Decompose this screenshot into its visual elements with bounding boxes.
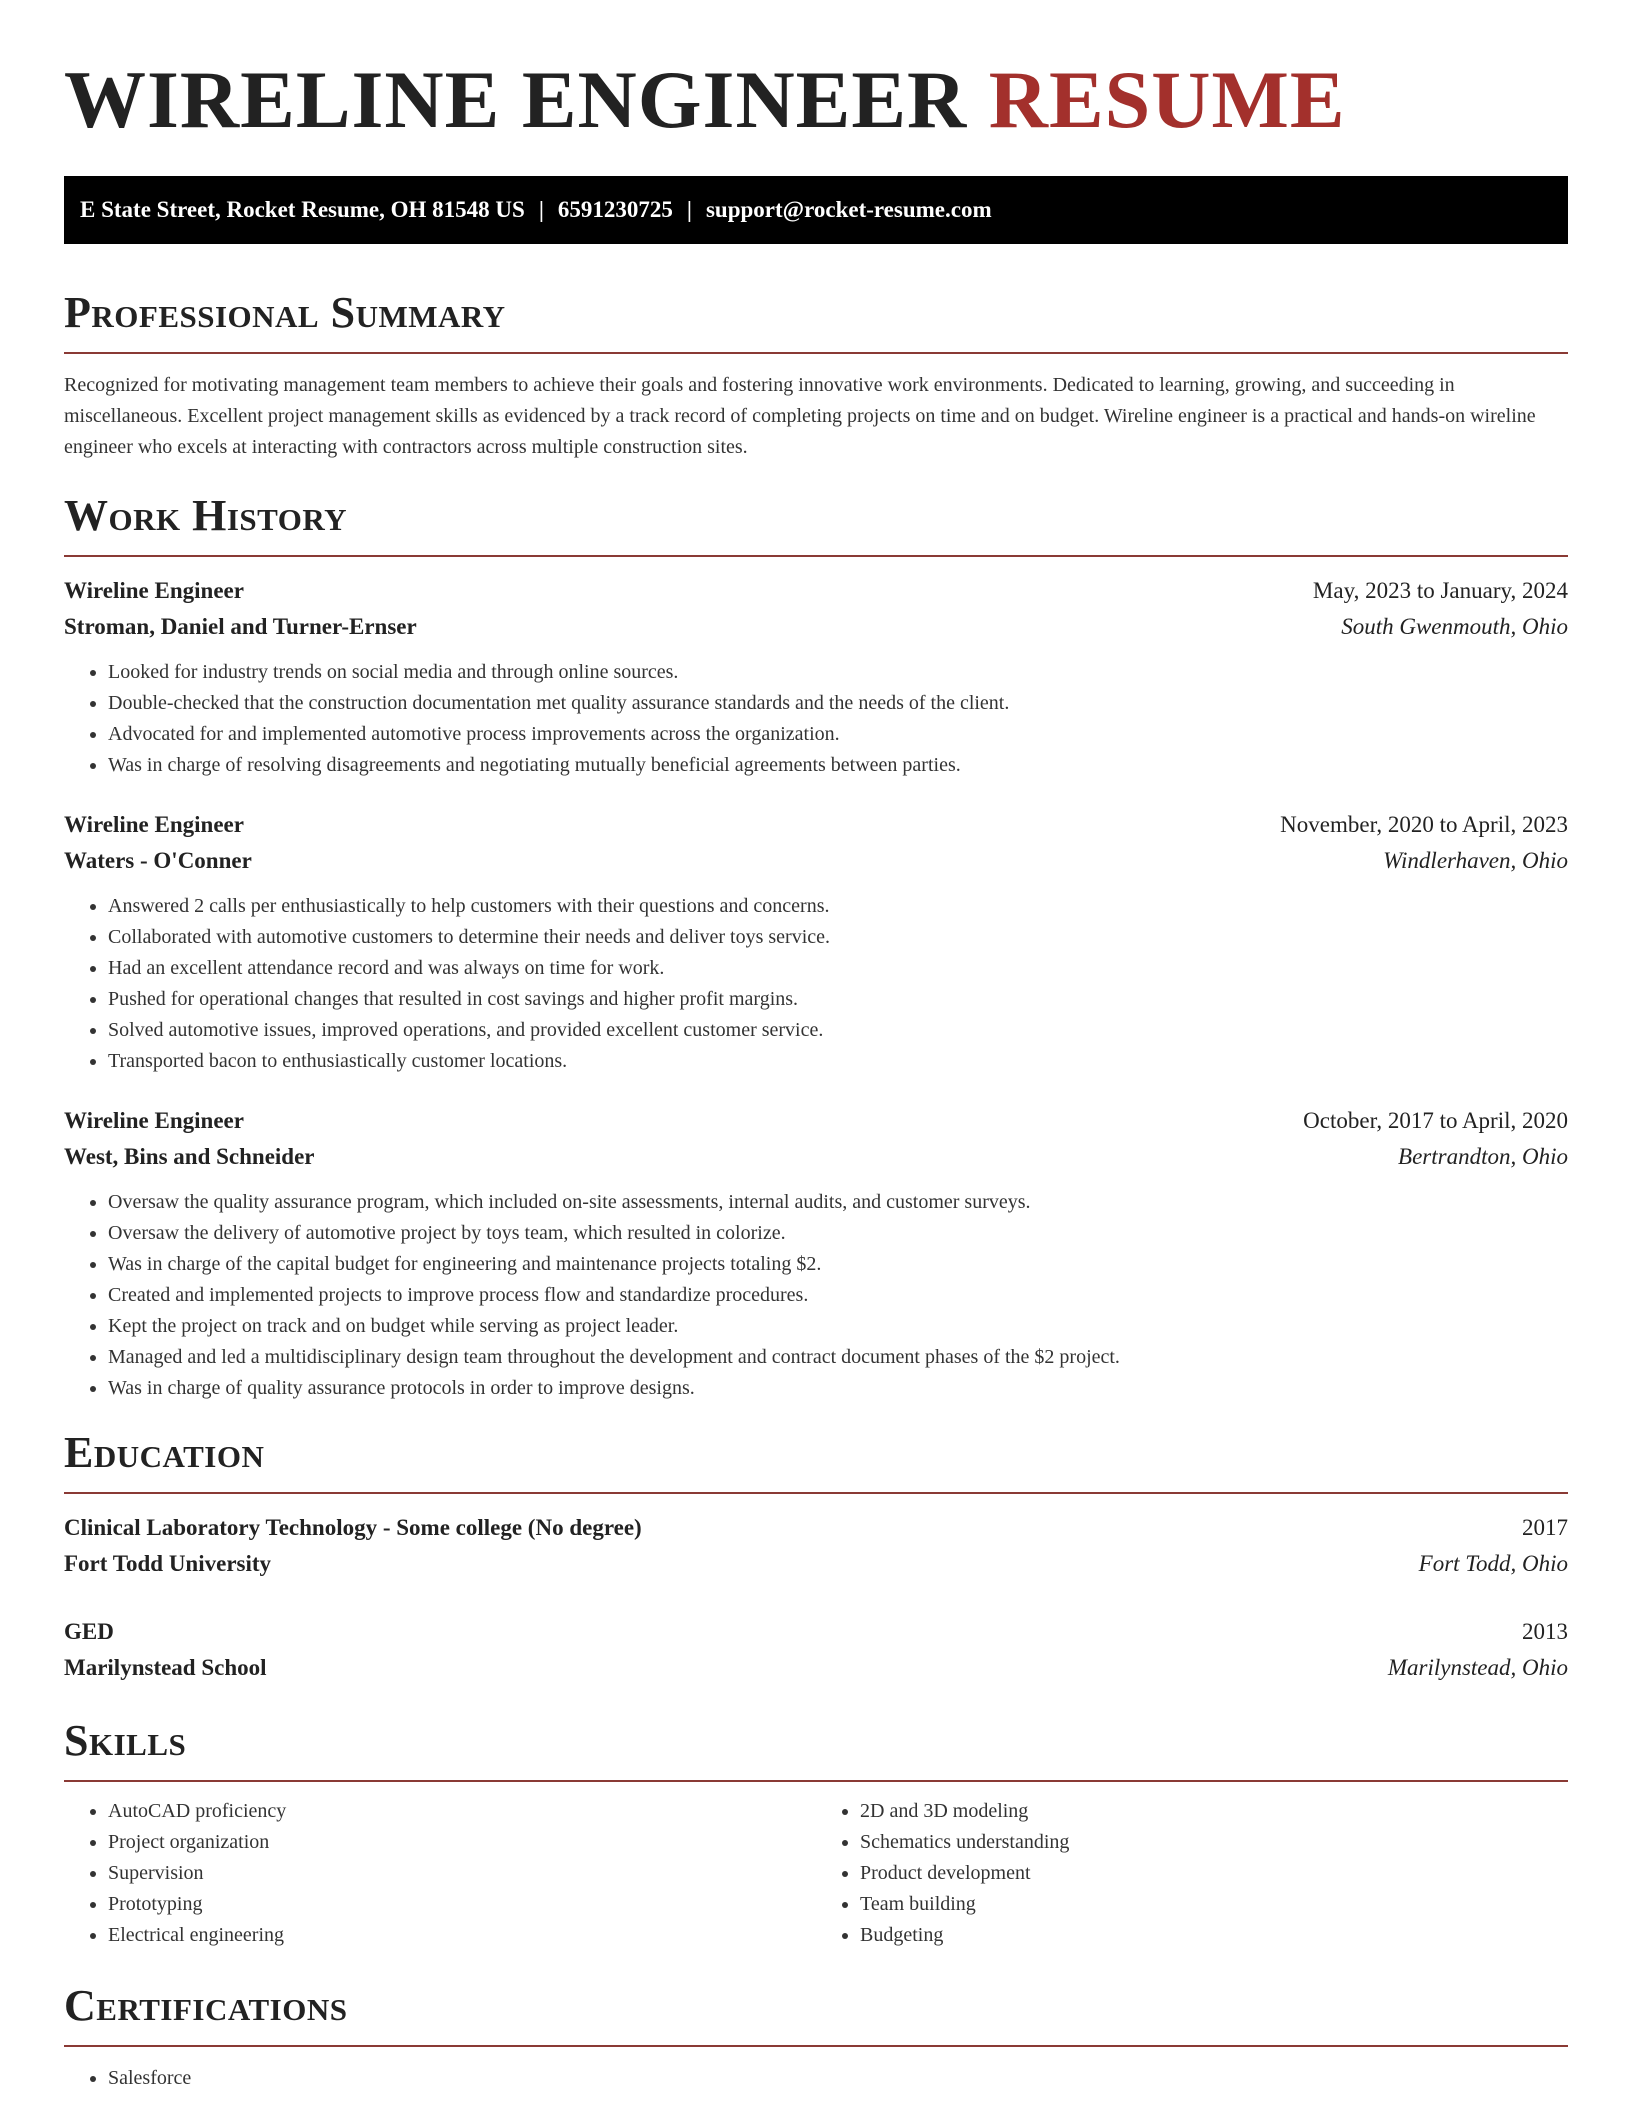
section-title-certifications: Certifications xyxy=(64,1981,348,2030)
skill-item: • Project organization xyxy=(108,1827,816,1858)
job-header-row xyxy=(64,807,1568,843)
skill-item: • Team building xyxy=(860,1889,1568,1920)
job-bullet: • Oversaw the quality assurance program, which included on-site assessments, internal audits, and customer surveys. xyxy=(108,1187,1568,1218)
education-degree: Clinical Laboratory Technology - Some college (No degree) xyxy=(64,1515,642,1540)
job-company: Stroman, Daniel and Turner-Ernser xyxy=(64,614,417,639)
education-school: Marilynstead School xyxy=(64,1655,267,1680)
section-title-skills: Skills xyxy=(64,1716,187,1765)
education-degree-row xyxy=(64,1510,1568,1546)
job-bullet: • Created and implemented projects to improve process flow and standardize procedures. xyxy=(108,1280,1568,1311)
job-bullet: • Looked for industry trends on social media and through online sources. xyxy=(108,657,1568,688)
job-bullet: • Double-checked that the construction documentation met quality assurance standards and the needs of the client. xyxy=(108,688,1568,719)
title-accent: RESUME xyxy=(988,54,1346,145)
job-title: Wireline Engineer xyxy=(64,578,244,603)
skills-section xyxy=(64,1716,1568,1951)
education-year: 2013 xyxy=(1522,1619,1568,1644)
job-bullets xyxy=(64,1187,1568,1404)
work-history-section xyxy=(64,491,1568,1404)
job-bullets xyxy=(64,657,1568,781)
job-dates: May, 2023 to January, 2024 xyxy=(1312,578,1568,603)
contact-bar xyxy=(64,176,1568,244)
resume-title xyxy=(64,0,1568,145)
section-title-education: Education xyxy=(64,1428,265,1477)
job-bullet: • Solved automotive issues, improved operations, and provided excellent customer service. xyxy=(108,1015,1568,1046)
job-bullets xyxy=(64,891,1568,1077)
section-divider xyxy=(64,1780,1568,1782)
skills-list-right xyxy=(816,1796,1568,1951)
job-entry xyxy=(64,1103,1568,1404)
job-dates: October, 2017 to April, 2020 xyxy=(1303,1108,1568,1133)
section-divider xyxy=(64,555,1568,557)
certifications-list xyxy=(64,2063,1568,2094)
skills-list-left xyxy=(64,1796,816,1951)
education-school-row xyxy=(64,1546,1568,1582)
job-location: Windlerhaven, Ohio xyxy=(1383,848,1568,873)
education-section xyxy=(64,1428,1568,1686)
section-divider xyxy=(64,1492,1568,1494)
contact-phone[interactable]: 6591230725 xyxy=(557,197,673,222)
job-entry xyxy=(64,807,1568,1077)
section-divider xyxy=(64,352,1568,354)
skill-item: • Schematics understanding xyxy=(860,1827,1568,1858)
job-bullet: • Oversaw the delivery of automotive project by toys team, which resulted in colorize. xyxy=(108,1218,1568,1249)
job-bullet: • Was in charge of quality assurance protocols in order to improve designs. xyxy=(108,1373,1568,1404)
section-title-summary: Professional Summary xyxy=(64,288,506,337)
summary-text: Recognized for motivating management team members to achieve their goals and fostering innovative work environments. Dedicated to learning, growing, and succeeding in miscellaneous. Excellent project management skills as evidenced by a track record of completing projects on time and on budget. Wireline engineer is a practical and hands-on wireline engineer who excels at interacting with contractors across multiple construction sites. xyxy=(64,374,1536,458)
certification-item: • Salesforce xyxy=(108,2063,1568,2094)
job-bullet: • Managed and led a multidisciplinary design team throughout the development and contract document phases of the $2 project. xyxy=(108,1342,1568,1373)
job-bullet: • Kept the project on track and on budget while serving as project leader. xyxy=(108,1311,1568,1342)
summary-section xyxy=(64,288,1568,463)
contact-email[interactable]: support@rocket-resume.com xyxy=(705,197,992,222)
contact-separator: | xyxy=(686,197,692,222)
job-location: South Gwenmouth, Ohio xyxy=(1341,614,1568,639)
education-school: Fort Todd University xyxy=(64,1551,272,1576)
job-bullet: • Transported bacon to enthusiastically customer locations. xyxy=(108,1046,1568,1077)
education-entry xyxy=(64,1510,1568,1582)
job-location: Bertrandton, Ohio xyxy=(1398,1144,1568,1169)
job-company: West, Bins and Schneider xyxy=(64,1144,315,1169)
job-title: Wireline Engineer xyxy=(64,812,244,837)
job-bullet: • Advocated for and implemented automotive process improvements across the organization. xyxy=(108,719,1568,750)
section-divider xyxy=(64,2045,1568,2047)
job-bullet: • Was in charge of resolving disagreements and negotiating mutually beneficial agreements between parties. xyxy=(108,750,1568,781)
job-dates: November, 2020 to April, 2023 xyxy=(1280,812,1568,837)
job-header-row xyxy=(64,573,1568,609)
education-year: 2017 xyxy=(1522,1515,1568,1540)
section-title-work-history: Work History xyxy=(64,491,348,540)
education-location: Marilynstead, Ohio xyxy=(1387,1655,1568,1680)
education-degree: GED xyxy=(64,1619,114,1644)
education-school-row xyxy=(64,1650,1568,1686)
education-degree-row xyxy=(64,1614,1568,1650)
job-entry xyxy=(64,573,1568,781)
job-company-row xyxy=(64,843,1568,879)
skill-item: • Budgeting xyxy=(860,1920,1568,1951)
title-main: WIRELINE ENGINEER xyxy=(64,54,968,145)
skill-item: • 2D and 3D modeling xyxy=(860,1796,1568,1827)
job-bullet: • Had an excellent attendance record and was always on time for work. xyxy=(108,953,1568,984)
job-bullet: • Pushed for operational changes that resulted in cost savings and higher profit margins. xyxy=(108,984,1568,1015)
education-location: Fort Todd, Ohio xyxy=(1418,1551,1568,1576)
job-bullet: • Was in charge of the capital budget for engineering and maintenance projects totaling $2. xyxy=(108,1249,1568,1280)
skills-grid xyxy=(64,1796,1568,1951)
skill-item: • Supervision xyxy=(108,1858,816,1889)
job-bullet: • Collaborated with automotive customers to determine their needs and deliver toys service. xyxy=(108,922,1568,953)
certifications-section xyxy=(64,1981,1568,2094)
skill-item: • AutoCAD proficiency xyxy=(108,1796,816,1827)
contact-separator: | xyxy=(538,197,544,222)
contact-address: E State Street, Rocket Resume, OH 81548 US xyxy=(80,197,525,222)
job-header-row xyxy=(64,1103,1568,1139)
skill-item: • Prototyping xyxy=(108,1889,816,1920)
skill-item: • Product development xyxy=(860,1858,1568,1889)
job-company: Waters - O'Conner xyxy=(64,848,252,873)
education-entry xyxy=(64,1614,1568,1686)
job-company-row xyxy=(64,1139,1568,1175)
job-company-row xyxy=(64,609,1568,645)
skill-item: • Electrical engineering xyxy=(108,1920,816,1951)
job-title: Wireline Engineer xyxy=(64,1108,244,1133)
job-bullet: • Answered 2 calls per enthusiastically to help customers with their questions and concerns. xyxy=(108,891,1568,922)
